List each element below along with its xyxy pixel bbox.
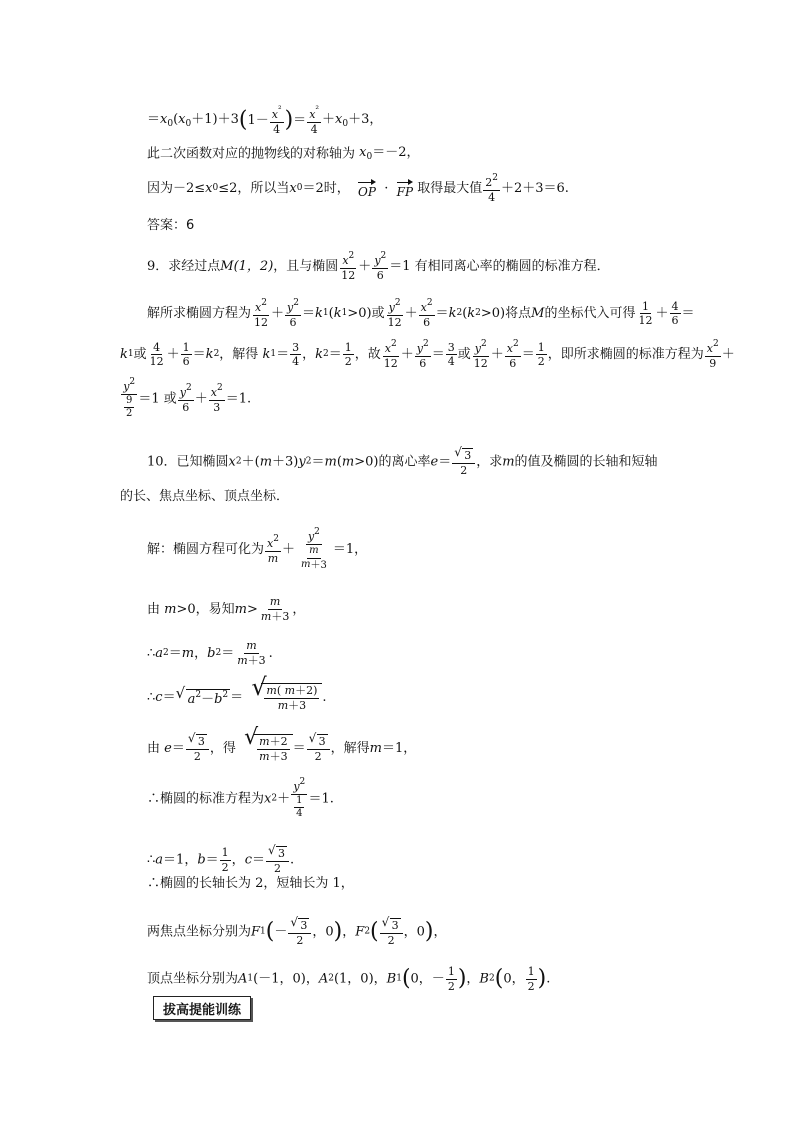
solution-9-line-3: $\frac{y^2}{\frac{9}{2}}$ ＝1 或 $\frac{y^2}{6}$ ＋ $\frac{x^2}{3}$ ＝1. bbox=[123, 377, 252, 420]
section-title: 拔高提能训练 bbox=[162, 1002, 241, 1018]
vector-fp: FP bbox=[397, 180, 413, 198]
q10-mid: 的离心率 bbox=[378, 454, 431, 470]
vector-op: OP bbox=[358, 180, 376, 198]
sol9-d: 或 bbox=[133, 347, 147, 363]
solution-9-line-2: k1或 $\frac{4}{12}$ ＋ $\frac{1}{6}$ ＝k2，解得 k1＝ $\frac{3}{4}$ ，k2＝ $\frac{1}{2}$ ，故 $\frac{x^2}{12}$ ＋ $\frac{y^2}{6}$ ＝ $\frac{3}{4}$ 或 $\frac{y^2}{12}$ ＋ $\frac{x^2}{6}$ ＝ $\frac{1}{2}$ ，即所求椭圆的标准方程为 $\frac{x^2}{9}$ ＋ bbox=[120, 339, 735, 370]
solution-10-line-10: 顶点坐标分别为A1(－1，0)，A2(1，0)，B1(0，－ $\frac{1}{2}$ )，B2(0， $\frac{1}{2}$ ). bbox=[147, 965, 551, 993]
solution-10-line-3: ∴a2＝m，b2＝ $\frac{m}{m+3}$ . bbox=[147, 639, 273, 667]
max-tail: ＋2＋3＝6. bbox=[500, 181, 569, 197]
s10-5-prefix: 由 bbox=[147, 740, 161, 756]
because-text-3: ＝2时， bbox=[302, 181, 350, 197]
solution-10-line-7: ∴a＝1，b＝ $\frac{1}{2}$ ，c＝ √ 3 2 . bbox=[147, 843, 295, 875]
q10-tail-2: 的值及椭圆的长轴和短轴 bbox=[514, 454, 658, 470]
question-10-line-2: 的长、焦点坐标、顶点坐标． bbox=[120, 489, 290, 504]
s10-1: 解：椭圆方程可化为 bbox=[147, 542, 265, 558]
solution-10-line-2: 由 m>0，易知m> $\frac{m}{m+3}$ ， bbox=[147, 595, 306, 623]
axis-text: 此二次函数对应的抛物线的对称轴为 bbox=[147, 146, 356, 162]
s10-2a: 由 bbox=[147, 601, 161, 617]
s10-9: 两焦点坐标分别为 bbox=[147, 924, 252, 940]
solution-10-line-8: ∴椭圆的长轴长为 2，短轴长为 1， bbox=[147, 876, 354, 891]
q9-tail: ＝1 有相同离心率的椭圆的标准方程． bbox=[389, 259, 610, 275]
solution-10-line-9: 两焦点坐标分别为F1(－ √ 3 2 ，0)，F2( √ 3 2 ，0)， bbox=[147, 915, 447, 947]
solution-10-line-1: 解：椭圆方程可化为 $\frac{x^2}{m}$ ＋ $\frac{y^2}{\frac{m}{m+3}}$ ＝1， bbox=[147, 527, 368, 571]
section-title-box bbox=[153, 996, 251, 1020]
solution-9-line-1: 解所求椭圆方程为 $\frac{x^2}{12}$ ＋ $\frac{y^2}{6}$ ＝k1(k1>0)或 $\frac{y^2}{12}$ ＋ $\frac{x^2}{6}$ ＝k2(k2>0)将点M的坐标代入可得 $\frac{1}{12}$ ＋ $\frac{4}{6}$ ＝ bbox=[147, 298, 695, 329]
s10-5b: ，解得 bbox=[330, 740, 370, 756]
because-text-2: ≤2，所以当 bbox=[218, 181, 290, 197]
sol9-b: 将点 bbox=[505, 306, 532, 322]
solution-10-line-5: 由 e＝ √ 3 2 ，得 √ $\frac{m+2}{m+3}$ ＝ √ 3 2 ，解得m＝1， bbox=[147, 725, 417, 763]
q10-prefix: 10．已知椭圆 bbox=[147, 454, 229, 470]
s10-10: 顶点坐标分别为 bbox=[147, 971, 239, 987]
sol9-e: ，解得 bbox=[219, 347, 259, 363]
q9-mid: ，且与椭圆 bbox=[273, 259, 339, 275]
axis-line: 此二次函数对应的抛物线的对称轴为 $x_0=-2$， bbox=[147, 145, 420, 162]
equation-line-1: $=x_0(x_0+1)+3(1-$ $\frac{x^{^2}}{4}$ )＝ $\frac{x^{^2}}{4}$ $+x_0+3$， bbox=[147, 105, 383, 136]
question-10: 10．已知椭圆x2＋(m＋3)y2＝m(m>0)的离心率e＝ √ 3 2 ，求m的值及椭圆的长轴和短轴 bbox=[147, 445, 658, 477]
because-text: 因为－2≤ bbox=[147, 181, 206, 197]
s10-2b: ，易知 bbox=[195, 601, 235, 617]
s10-5a: ，得 bbox=[209, 740, 236, 756]
sol9-a: 解所求椭圆方程为 bbox=[147, 306, 252, 322]
answer-line: 答案：6 bbox=[147, 218, 195, 233]
max-text: 取得最大值 bbox=[417, 181, 483, 197]
s10-6: ∴椭圆的标准方程为 bbox=[147, 791, 265, 807]
sol9-f: ，故 bbox=[354, 347, 381, 363]
sol9-g: ，即所求椭圆的标准方程为 bbox=[547, 347, 704, 363]
sol9-c: 的坐标代入可得 bbox=[544, 306, 636, 322]
max-line: 因为－2≤x0≤2，所以当x0＝2时， OP · FP 取得最大值 $\frac{2^2}{4}$ ＋2＋3＝6. bbox=[147, 173, 569, 204]
solution-10-line-6: ∴椭圆的标准方程为x2＋ $\frac{y^2}{\frac{1}{4}}$ ＝1. bbox=[147, 777, 334, 820]
question-9: 9．求经过点M(1，2)，且与椭圆 $\frac{x^2}{12}$ ＋ $\frac{y^2}{6}$ ＝1 有相同离心率的椭圆的标准方程． bbox=[147, 251, 610, 282]
q10-tail: ，求 bbox=[476, 454, 503, 470]
q9-prefix: 9．求经过点 bbox=[147, 259, 221, 275]
q9-point: M(1，2) bbox=[220, 259, 274, 275]
solution-10-line-4: ∴c＝ √ $a^2-b^2$ ＝ √ $\frac{m( m+2)}{m+3}$ . bbox=[147, 673, 327, 712]
